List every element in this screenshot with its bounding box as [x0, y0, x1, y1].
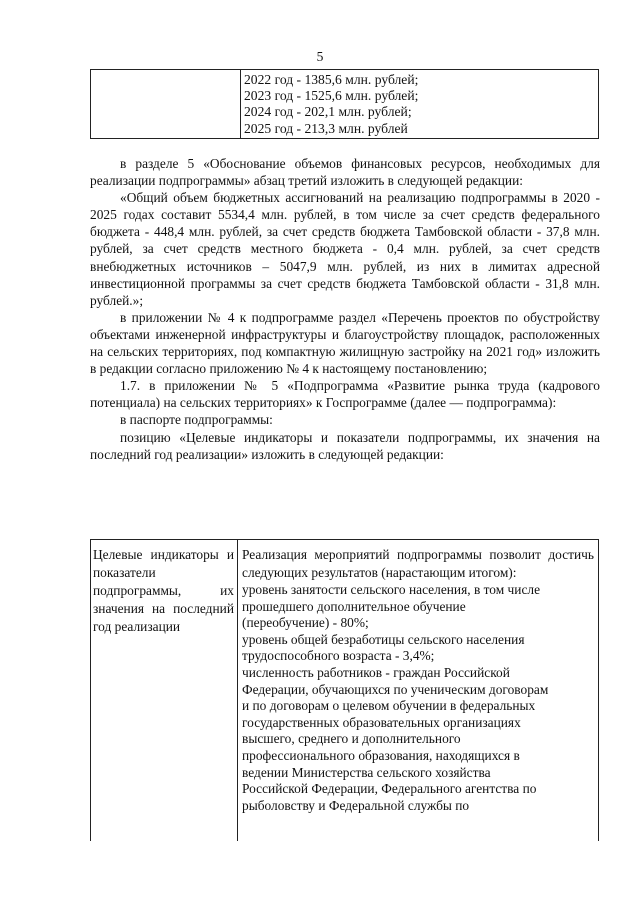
budget-table [90, 69, 599, 139]
indicators-left-cell [93, 546, 234, 636]
indicators-label: Целевые индикаторы и показатели подпрограммы, их значения на последний год реализации [93, 547, 234, 634]
indicator-line: прошедшего дополнительное обучение [242, 598, 466, 614]
paragraph-appendix4: в приложении № 4 к подпрограмме раздел «Перечень проектов по обустройству объектами инженерной инфраструктуры и благоустройству площадок, расположенных на сельских территориях, под компактную жилищную застройку на 2021 год» изложить в редакции согласно приложению № 4 к настоящему постановлению; [90, 309, 600, 377]
paragraph-position: позицию «Целевые индикаторы и показатели подпрограммы, их значения на последний год реализации» изложить в следующей редакции: [90, 429, 600, 462]
indicator-line: трудоспособного возраста - 3,4%; [242, 648, 435, 664]
indicator-line: государственных образовательных организациях [242, 714, 521, 730]
paragraph-section5: в разделе 5 «Обоснование объемов финансовых ресурсов, необходимых для реализации подпрограммы» абзац третий изложить в следующей редакции: [90, 156, 600, 189]
indicator-line: Федерации, обучающихся по ученическим договорам [242, 681, 549, 697]
budget-line: 2023 год - 1525,6 млн. рублей; [244, 88, 419, 104]
indicator-line: ведении Министерства сельского хозяйства [242, 764, 491, 780]
indicator-line: рыболовству и Федеральной службы по [242, 797, 470, 813]
budget-line: 2024 год - 202,1 млн. рублей; [244, 104, 412, 120]
indicators-table [90, 539, 599, 841]
table-column-divider [237, 540, 238, 841]
page-number: 5 [316, 49, 324, 64]
indicator-line: профессионального образования, находящихся в [242, 747, 520, 763]
indicator-line: высшего, среднего и дополнительного [242, 731, 461, 747]
indicator-line: Российской Федерации, Федерального агентства по [242, 781, 537, 797]
budget-line: 2022 год - 1385,6 млн. рублей; [244, 72, 419, 87]
paragraph-passport: в паспорте подпрограммы: [120, 412, 273, 428]
indicator-line: и по договорам о целевом обучении в федеральных [242, 698, 536, 714]
paragraph-item-1-7: 1.7. в приложении № 5 «Подпрограмма «Развитие рынка труда (кадрового потенциала) на сельских территориях» к Госпрограмме (далее — подпрограмма): [90, 378, 600, 411]
indicator-line: уровень занятости сельского населения, в том числе [242, 582, 541, 597]
indicators-right-cell [242, 546, 594, 814]
document-body [90, 155, 600, 463]
budget-table-cell [244, 72, 596, 137]
indicators-intro: Реализация мероприятий подпрограммы позволит достичь следующих результатов (нарастающим итогом): [242, 547, 594, 580]
indicator-line: (переобучение) - 80%; [242, 615, 369, 631]
paragraph-budget-total: «Общий объем бюджетных ассигнований на реализацию подпрограммы в 2020 - 2025 годах составит 5534,4 млн. рублей, в том числе за счет средств федерального бюджета - 448,4 млн. рублей, за счет средств бюджета Тамбовской области - 37,8 млн. рублей, за счет средств местного бюджета - 0,4 млн. рублей, за счет средств внебюджетных источников – 5047,9 млн. рублей, из них в лимитах адресной инвестиционной программы за счет средств бюджета Тамбовской области - 31,8 млн. рублей.»; [90, 190, 600, 308]
indicator-line: численность работников - граждан Российской [242, 664, 510, 680]
indicator-line: уровень общей безработицы сельского населения [242, 631, 525, 647]
budget-line: 2025 год - 213,3 млн. рублей [244, 120, 408, 136]
table-column-divider [240, 70, 241, 138]
